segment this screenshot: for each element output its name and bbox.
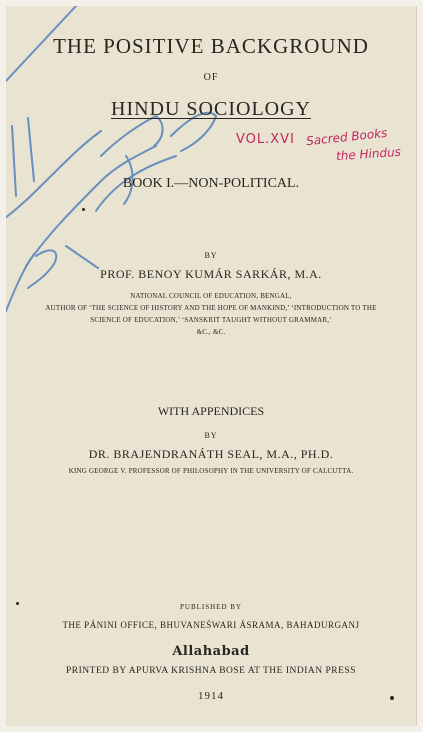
appendices-heading: WITH APPENDICES: [157, 404, 265, 418]
publisher-city: Allahabad: [172, 644, 250, 659]
handwritten-note-line-2: the Hindus: [335, 144, 402, 164]
author-by: BY: [204, 251, 218, 260]
title-of: OF: [203, 72, 219, 83]
ink-speck: [390, 696, 394, 700]
printer-line: PRINTED BY APURVA KRISHNA BOSE AT THE INDIAN PRESS: [66, 666, 356, 676]
publication-year: 1914: [198, 690, 224, 702]
ink-speck: [82, 208, 85, 211]
author-credit-2: AUTHOR OF ‘THE SCIENCE OF HISTORY AND THE HOPE OF MANKIND,’ ‘INTRODUCTION TO THE: [45, 304, 377, 312]
volume-annotation: VOL.XVI: [236, 132, 295, 147]
publisher-office: THE PÁNINI OFFICE, BHUVANEŚWARI ÁSRAMA, BAHADURGANJ: [62, 620, 360, 630]
author-credit-3: SCIENCE OF EDUCATION,’ ‘SANSKRIT TAUGHT WITHOUT GRAMMAR,’: [90, 316, 332, 324]
published-by: PUBLISHED BY: [180, 603, 242, 611]
title-line-2: HINDU SOCIOLOGY: [111, 98, 311, 120]
book-subtitle: BOOK I.—NON-POLITICAL.: [122, 176, 300, 191]
author-credit-4: &C., &C.: [196, 328, 226, 336]
title-line-1: THE POSITIVE BACKGROUND: [53, 34, 369, 58]
appendices-by: BY: [204, 431, 218, 440]
author-name: PROF. BENOY KUMÁR SARKÁR, M.A.: [100, 267, 322, 281]
ink-speck: [16, 602, 19, 605]
title-page: [6, 6, 417, 726]
appendices-author-name: DR. BRAJENDRANÁTH SEAL, M.A., PH.D.: [88, 447, 334, 461]
handwritten-note-line-1: Sacred Books: [305, 125, 388, 149]
appendices-author-credit: KING GEORGE V. PROFESSOR OF PHILOSOPHY IN THE UNIVERSITY OF CALCUTTA.: [68, 467, 354, 475]
author-credit-1: NATIONAL COUNCIL OF EDUCATION, BENGAL,: [130, 292, 292, 300]
